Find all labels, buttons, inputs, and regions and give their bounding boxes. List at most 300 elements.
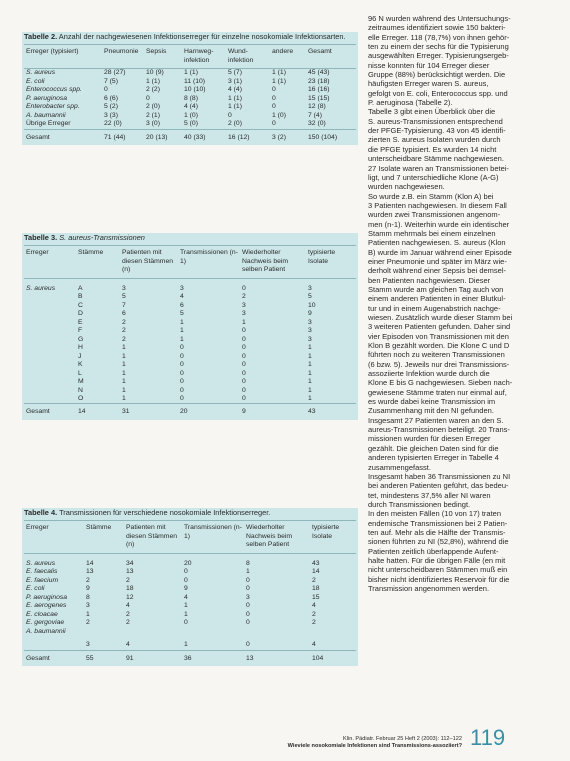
text-line: Patienten nachgewiesen. S. aureus (Klon <box>368 238 506 248</box>
text-line: gezählt. Die gleichen Daten sind für die <box>368 443 499 453</box>
table-cell: 1 <box>308 386 312 394</box>
text-line: sionen führten zu NI (52,8%), während die <box>368 537 509 547</box>
text-line: häufigsten Erreger waren S. aureus, <box>368 79 489 89</box>
column-header: Transmissionen (n-1) <box>182 523 244 553</box>
organism-cell <box>24 387 76 395</box>
text-line: die PFGE typisiert. Es wurden 14 nicht <box>368 144 497 154</box>
total-cell: 13 <box>244 650 310 663</box>
table-cell: 3 <box>308 318 312 326</box>
table-cell: 1 <box>86 610 90 618</box>
column-header: Gesamt <box>306 47 356 68</box>
page-footer <box>284 736 462 750</box>
table-cell: 3 <box>86 641 90 649</box>
table-cell: 43 <box>312 559 320 567</box>
organism-cell <box>24 344 76 352</box>
organism-cell: P. aeruginosa <box>26 593 68 601</box>
table-cell: 3 <box>180 284 184 292</box>
table-cell: 0 <box>242 344 246 352</box>
table-cell: 1 (1) <box>228 94 242 102</box>
text-line: ligt, und 7 unterschiedliche Klone (A-G) <box>368 172 499 182</box>
text-line: vier Episoden von Transmissionen mit den <box>368 331 509 341</box>
text-line: ten zu einem der sechs für die Typisierung <box>368 42 509 52</box>
table-cell: 1 <box>122 378 126 386</box>
organism-cell: A. baumannii <box>26 627 66 635</box>
table-cell <box>310 628 356 636</box>
table-cell: 45 (43) <box>308 69 330 77</box>
text-line: wiesen. Zusätzlich wurde dieser Stamm bei <box>368 313 513 322</box>
table-cell: 0 <box>246 585 250 593</box>
table-cell: 0 <box>246 576 250 584</box>
text-line: einem anderen Patienten in einer Blutkul- <box>368 294 506 304</box>
table-cell: 4 (4) <box>184 103 198 111</box>
table-cell: 0 <box>180 361 184 369</box>
total-cell: 20 (13) <box>144 129 182 142</box>
table-cell: 1 <box>122 352 126 360</box>
organism-cell <box>24 327 76 335</box>
table-cell <box>182 628 244 636</box>
text-line: unterscheidbare Stämme nachgewiesen. <box>368 154 504 164</box>
table-cell: 8 <box>86 593 90 601</box>
column-header: Transmissionen (n-1) <box>178 248 240 278</box>
total-cell: 9 <box>240 404 306 417</box>
table-cell: 11 (10) <box>184 77 206 85</box>
organism-cell: Enterobacter spp. <box>26 103 80 111</box>
table-cell: 2 (1) <box>146 111 160 119</box>
table-cell: 0 <box>180 395 184 402</box>
text-line: Tabelle 3 gibt einen Überblick über die <box>368 107 496 117</box>
text-line: ten auf. Mehr als die Hälfte der Transmis- <box>368 527 506 537</box>
text-line: tet, mindestens 37,5% aller NI waren <box>368 490 491 500</box>
table-row <box>24 387 356 395</box>
text-line: S. aureus-Transmissionen entsprechend <box>368 116 503 126</box>
strain-cell: M <box>78 378 84 386</box>
table-cell: 0 <box>242 369 246 377</box>
table-row <box>24 69 356 78</box>
column-header: Erreger <box>24 523 84 553</box>
table-cell: 0 <box>180 352 184 360</box>
total-cell: 71 (44) <box>102 129 144 142</box>
table-row <box>24 327 356 335</box>
total-cell: 104 <box>310 650 356 663</box>
organism-cell <box>24 319 76 327</box>
table-cell: 1 <box>308 344 312 352</box>
table-cell: 9 <box>86 585 90 593</box>
text-line: Stamm mehrmals bei einem einzelnen <box>368 228 496 238</box>
organism-cell <box>24 353 76 361</box>
table-cell: 14 <box>312 568 320 576</box>
table-cell: 0 <box>242 386 246 394</box>
strain-cell: A <box>78 284 83 292</box>
table-cell: 0 <box>180 344 184 352</box>
strain-cell: G <box>78 335 84 343</box>
organism-cell <box>24 302 76 310</box>
table-cell: 1 (1) <box>272 77 286 85</box>
column-header: Sepsis <box>144 47 182 68</box>
table-cell: 0 <box>272 120 276 128</box>
table-row <box>24 395 356 404</box>
table-cell: 1 <box>180 327 184 335</box>
table-cell: 4 <box>126 641 130 649</box>
table-cell: 0 <box>246 602 250 610</box>
table-cell: 3 <box>242 310 246 318</box>
table-cell: 9 <box>184 585 188 593</box>
column-header: Patienten mit diesen Stämmen (n) <box>124 523 182 553</box>
table-cell: 0 <box>242 361 246 369</box>
table-cell: 1 <box>122 386 126 394</box>
total-cell: 20 <box>178 404 240 417</box>
table-cell: 32 (0) <box>308 120 326 128</box>
total-cell: 14 <box>76 404 120 417</box>
table-cell: 0 <box>242 284 246 292</box>
table-cell: 2 <box>242 293 246 301</box>
table-cell: 1 <box>180 318 184 326</box>
table-cell: 2 <box>126 610 130 618</box>
organism-cell: S. aureus <box>26 69 56 77</box>
column-header: Wiederholter Nachweis beim selben Patient <box>240 248 306 278</box>
table-cell: 1 <box>184 610 188 618</box>
table-cell: 0 <box>242 395 246 402</box>
table-cell: 8 <box>246 559 250 567</box>
column-header: typisierte Isolate <box>310 523 356 553</box>
text-line: aureus-Transmissionen beteiligt. 20 Trans- <box>368 425 510 435</box>
table-cell: 28 (27) <box>104 69 126 77</box>
page-number: 119 <box>470 725 506 750</box>
table-cell: 18 <box>126 585 134 593</box>
total-cell: 16 (12) <box>226 129 270 142</box>
table-row <box>24 553 356 568</box>
table-4-grid <box>24 523 356 663</box>
text-line: zusammengefasst. <box>368 462 431 472</box>
table-row <box>24 278 356 293</box>
column-header: Wund-infektion <box>226 47 270 68</box>
total-row <box>24 404 356 417</box>
table-cell: 1 <box>180 335 184 343</box>
text-line: tur und in einem Augenabstrich nachge- <box>368 303 501 313</box>
table-cell: 3 <box>246 593 250 601</box>
table-cell: 2 (2) <box>146 86 160 94</box>
strain-cell: K <box>78 361 83 369</box>
total-cell: 55 <box>84 650 124 663</box>
table-row <box>24 577 356 585</box>
organism-cell: E. gergoviae <box>26 619 65 627</box>
text-line: gefolgt von E. coli, Enterococcus spp. und <box>368 88 508 98</box>
table-cell: 3 <box>308 327 312 335</box>
table-cell: 6 (6) <box>104 94 118 102</box>
text-line: ausgewählten Erreger. Typisierungsergeb- <box>368 51 509 61</box>
organism-cell: E. faecalis <box>26 568 58 576</box>
total-cell: 150 (104) <box>306 129 356 142</box>
table-cell: 4 (4) <box>228 86 242 94</box>
table-row <box>24 353 356 361</box>
text-line: zierten S. aureus Isolaten wurden durch <box>368 135 501 145</box>
text-line: P. aeruginosa (Tabelle 2). <box>368 98 453 108</box>
table-row <box>24 310 356 318</box>
table-2-grid <box>24 47 356 142</box>
table-cell: 20 <box>184 559 192 567</box>
table-cell: 3 <box>242 301 246 309</box>
table-cell: 0 <box>242 327 246 335</box>
table-cell: 3 (0) <box>146 120 160 128</box>
table-3-grid <box>24 248 356 417</box>
table-cell: 2 <box>86 576 90 584</box>
table-row <box>24 378 356 386</box>
table-cell: 1 <box>122 395 126 402</box>
table-row <box>24 568 356 576</box>
table-cell: 1 <box>184 641 188 649</box>
text-line: 3 Patienten nachgewiesen. In diesem Fall <box>368 200 507 210</box>
table-row <box>24 103 356 111</box>
table-cell: 0 <box>180 369 184 377</box>
column-header: Erreger (typisiert) <box>24 47 102 68</box>
table-cell: 0 <box>228 111 232 119</box>
table-cell: 2 <box>86 619 90 627</box>
strain-cell: E <box>78 318 83 326</box>
organism-cell: P. aeruginosa <box>26 94 68 102</box>
text-line: gewiesene Stämme traten nur einmal auf, <box>368 387 507 397</box>
text-line: Stamm wurde am gleichen Tag auch von <box>368 284 504 294</box>
text-line: missionen wurden für diesen Erreger <box>368 434 491 444</box>
organism-cell: S. aureus <box>26 559 56 567</box>
organism-cell <box>24 370 76 378</box>
column-header: Harnweg-infektion <box>182 47 226 68</box>
table-cell: 0 <box>184 619 188 627</box>
text-line: derholt während einer Sepsis bei demsel- <box>368 266 506 276</box>
table-cell: 3 <box>308 284 312 292</box>
table-cell: 5 (2) <box>104 103 118 111</box>
total-label: Gesamt <box>24 404 76 417</box>
total-cell: 91 <box>124 650 182 663</box>
text-line: Klone E bis G nachgewiesen. Sieben nach- <box>368 378 513 388</box>
text-line: durch Transmissionen bedingt. <box>368 499 471 509</box>
text-line: Klon B gezählt worden. Die Klone C und D <box>368 341 510 351</box>
table-cell: 0 <box>246 619 250 627</box>
text-line: Insgesamt haben 36 Transmissionen zu NI <box>368 471 511 481</box>
table-cell: 0 <box>184 576 188 584</box>
table-cell: 2 <box>312 610 316 618</box>
text-line: assoziierte Infektion wurde durch die <box>368 369 490 379</box>
table-row <box>24 112 356 120</box>
organism-cell <box>24 336 76 344</box>
text-line: bei anderen Patienten geführt, das bedeu- <box>368 481 509 491</box>
table-cell: 7 <box>122 301 126 309</box>
table-row <box>24 78 356 86</box>
text-line: ben Patienten nachgewiesen. Dieser <box>368 275 491 285</box>
text-line: führten noch zu weiteren Transmissionen <box>368 350 505 360</box>
table-cell: 0 <box>146 94 150 102</box>
table-cell: 4 <box>184 593 188 601</box>
table-2-caption: Tabelle 2. Anzahl der nachgewiesenen Infektionserreger für einzelne nosokomiale Infektionsarten. <box>24 32 356 45</box>
table-cell: 0 <box>272 94 276 102</box>
text-line: (6 bzw. 5). Jeweils nur drei Transmissions- <box>368 359 510 369</box>
text-line: wurden zwei Transmissionen angenom- <box>368 210 501 220</box>
table-cell: 0 <box>242 335 246 343</box>
table-cell: 1 <box>122 369 126 377</box>
text-line: Transmission angenommen werden. <box>368 583 490 593</box>
table-row <box>24 602 356 610</box>
table-cell: 15 (15) <box>308 94 330 102</box>
table-cell: 1 <box>308 361 312 369</box>
table-cell: 13 <box>86 568 94 576</box>
text-line: elle Erreger. 118 (78,7%) von ihnen gehör- <box>368 32 510 42</box>
organism-cell: Enterococcus spp. <box>26 86 82 94</box>
organism-cell: E. faecium <box>26 576 59 584</box>
table-cell: 0 <box>272 103 276 111</box>
total-cell: 31 <box>120 404 178 417</box>
text-line: Gruppe (88%) berücksichtigt werden. Die <box>368 70 506 80</box>
table-cell: 1 <box>308 369 312 377</box>
text-line: In den meisten Fällen (10 von 17) traten <box>368 509 501 519</box>
table-3-caption: Tabelle 3. S. aureus-Transmissionen <box>24 233 356 246</box>
table-cell: 2 <box>312 619 316 627</box>
table-cell: 13 <box>126 568 134 576</box>
table-row <box>24 361 356 369</box>
strain-cell: H <box>78 344 83 352</box>
table-cell: 1 <box>246 568 250 576</box>
organism-cell <box>24 395 76 404</box>
table-cell: 22 (0) <box>104 120 122 128</box>
table-cell: 18 <box>312 585 320 593</box>
running-title: Wieviele nosokomiale Infektionen sind Transmissions-assoziiert? <box>287 743 462 749</box>
table-cell: 1 <box>308 352 312 360</box>
text-line: Zusammenhang mit den NI gefunden. <box>368 406 494 416</box>
table-cell: 2 <box>126 576 130 584</box>
total-row <box>24 129 356 142</box>
table-cell: 0 <box>246 610 250 618</box>
text-line: Insgesamt 27 Patienten waren an den S. <box>368 415 504 425</box>
table-row <box>24 86 356 94</box>
text-line: der PFGE-Typisierung. 43 von 45 identifi- <box>368 126 506 136</box>
table-cell: 2 (0) <box>146 103 160 111</box>
column-header: Pneumonie <box>102 47 144 68</box>
table-cell: 10 (9) <box>146 69 164 77</box>
table-cell: 3 (1) <box>228 77 242 85</box>
text-line: wurden nachgewiesen. <box>368 182 445 192</box>
table-cell <box>84 628 124 636</box>
table-cell: 3 <box>122 284 126 292</box>
strain-cell: L <box>78 369 82 377</box>
text-line: So wurde z.B. ein Stamm (Klon A) bei <box>368 191 494 201</box>
table-row <box>24 95 356 103</box>
total-label: Gesamt <box>24 129 102 142</box>
column-header: Erreger <box>24 248 76 278</box>
organism-cell: Übrige Erreger <box>26 120 71 128</box>
table-cell: 14 <box>86 559 94 567</box>
text-line: bisher nicht identifiziertes Reservoir für die <box>368 574 510 584</box>
table-cell: 3 (3) <box>104 111 118 119</box>
table-row <box>24 619 356 627</box>
table-3 <box>22 233 358 420</box>
table-cell: 0 <box>246 641 250 649</box>
table-cell: 1 (1) <box>272 69 286 77</box>
table-cell: 10 (10) <box>184 86 206 94</box>
table-cell: 1 (1) <box>184 69 198 77</box>
body-text-column <box>368 14 556 593</box>
table-cell: 4 <box>180 293 184 301</box>
text-line: 27 Isolate waren an Transmissionen betei- <box>368 163 509 173</box>
table-cell: 4 <box>312 602 316 610</box>
column-header: typisierte Isolate <box>306 248 356 278</box>
table-cell: 12 <box>126 593 134 601</box>
strain-cell: C <box>78 301 83 309</box>
text-line: 3 weiteren Patienten gefunden. Daher sind <box>368 322 511 332</box>
table-cell <box>124 628 182 636</box>
total-cell: 40 (33) <box>182 129 226 142</box>
journal-citation: Klin. Pädiatr. Februar 25 Heft 2 (2003): 112–122 <box>343 736 462 742</box>
table-cell: 6 <box>122 310 126 318</box>
strain-cell: F <box>78 327 83 335</box>
organism-cell <box>24 636 84 650</box>
table-row <box>24 120 356 129</box>
table-cell: 8 (8) <box>184 94 198 102</box>
table-cell: 3 <box>308 335 312 343</box>
table-cell: 16 (16) <box>308 86 330 94</box>
table-row <box>24 344 356 352</box>
organism-cell: A. baumannii <box>26 111 66 119</box>
table-row <box>24 293 356 301</box>
table-cell: 5 <box>308 293 312 301</box>
table-cell: 0 <box>104 86 108 94</box>
organism-cell: S. aureus <box>26 284 56 292</box>
column-header: Wiederholter Nachweis beim selben Patient <box>244 523 310 553</box>
table-cell: 0 <box>242 378 246 386</box>
table-cell: 1 <box>308 378 312 386</box>
text-line: Patienten zeitlich überlappende Aufent- <box>368 546 499 556</box>
table-cell: 2 (0) <box>228 120 242 128</box>
table-cell: 1 <box>122 344 126 352</box>
column-header: Stämme <box>84 523 124 553</box>
table-cell: 9 <box>308 310 312 318</box>
table-cell: 34 <box>126 559 134 567</box>
table-cell: 4 <box>126 602 130 610</box>
text-line: 96 N wurden während des Untersuchungs- <box>368 14 511 23</box>
strain-cell: N <box>78 386 83 394</box>
total-cell: 36 <box>182 650 244 663</box>
table-cell: 2 <box>122 318 126 326</box>
table-cell: 1 (0) <box>272 111 286 119</box>
text-line: men (n-1). Weiterhin wurde ein identischer <box>368 219 510 229</box>
table-cell: 23 (18) <box>308 77 330 85</box>
table-row <box>24 594 356 602</box>
table-cell: 5 <box>180 310 184 318</box>
table-cell: 1 (0) <box>184 111 198 119</box>
table-cell: 3 <box>86 602 90 610</box>
table-cell: 0 <box>180 386 184 394</box>
text-line: nicht unterscheidbaren Stämmen muß ein <box>368 565 508 575</box>
text-line: endemische Transmissionen bei 2 Patien- <box>368 518 508 528</box>
table-row <box>24 319 356 327</box>
column-header: Stämme <box>76 248 120 278</box>
strain-cell: D <box>78 310 83 318</box>
table-cell: 4 <box>312 641 316 649</box>
text-line: es wurde dabei keine Transmission im <box>368 397 496 407</box>
total-label: Gesamt <box>24 650 84 663</box>
table-cell: 0 <box>272 86 276 94</box>
table-cell: 5 <box>122 293 126 301</box>
table-cell: 5 (7) <box>228 69 242 77</box>
table-row <box>24 611 356 619</box>
table-row <box>24 302 356 310</box>
table-cell: 1 (1) <box>146 77 160 85</box>
organism-cell: E. cloacae <box>26 610 58 618</box>
table-cell: 6 <box>180 301 184 309</box>
total-cell: 43 <box>306 404 356 417</box>
text-line: einer Pneumonie und später im März wie- <box>368 256 507 266</box>
strain-cell: J <box>78 352 82 360</box>
organism-cell <box>24 293 76 301</box>
organism-cell: E. aerogenes <box>26 602 67 610</box>
table-row <box>24 336 356 344</box>
table-cell: 1 <box>242 318 246 326</box>
